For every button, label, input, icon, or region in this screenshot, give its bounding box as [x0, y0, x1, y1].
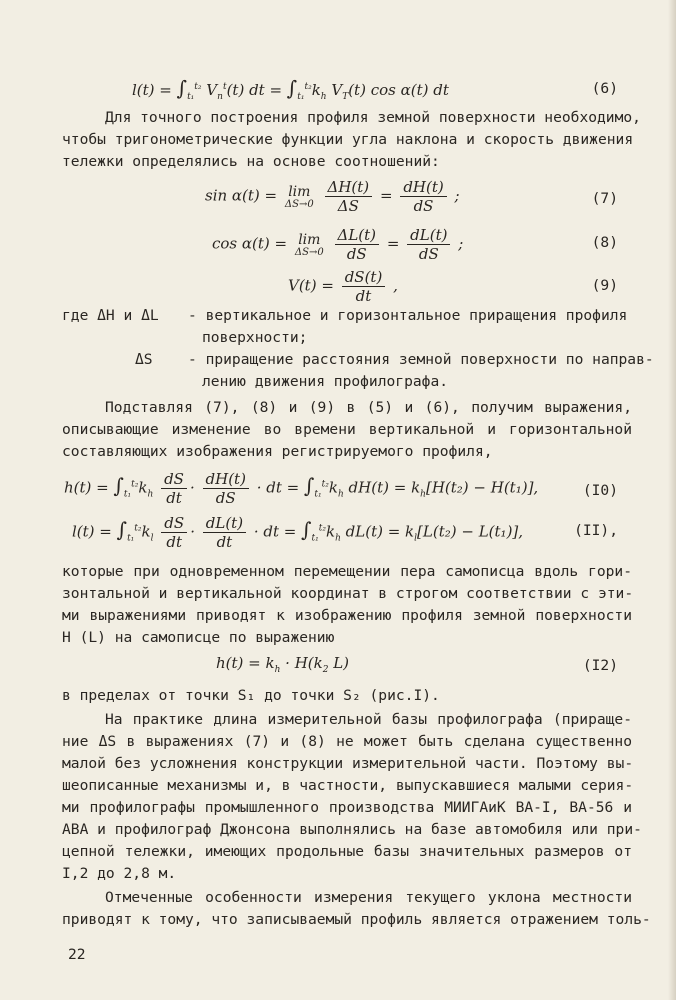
text-line: Для точного построения профиля земной поверхности необходимо, — [105, 109, 641, 126]
text-line: H (L) на самописце по выражению — [62, 629, 335, 646]
text-line: Подставляя (7), (8) и (9) в (5) и (6), получим выражения, — [105, 399, 632, 416]
equation-12-number: (I2) — [582, 657, 618, 674]
text-line: АВА и профилограф Джонсона выполнялись на базе автомобиля или при- — [62, 821, 642, 838]
equation-10-number: (I0) — [582, 482, 618, 499]
text-line: ми выражениями приводят к изображению профиля земной поверхности — [62, 607, 632, 624]
text-line: цепной тележки, имеющих продольные базы значительных размеров от — [62, 843, 632, 860]
equation-11-number: (II), — [574, 522, 618, 539]
text-line: ние ΔS в выражениях (7) и (8) не может быть сделана существенно — [62, 733, 632, 750]
page-edge-shadow — [668, 0, 676, 1000]
definition-symbol: где ΔH и ΔL — [62, 307, 159, 324]
equation-7: sin α(t) = lim ΔS→0 $\frac{\Delta H(t)}{\Delta S}$ = $\frac{dH(t)}{dS}$ ; — [205, 178, 460, 215]
equation-6: $l(t) = \int_{t_1}^{t_2}$ $V_n^t(t)$ dt = $\int_{t_1}^{t_2}k_h$ $V_T(t)$ cos α(t) dt — [132, 76, 449, 102]
definition-text: лению движения профилографа. — [202, 373, 449, 390]
equation-6-number: (6) — [591, 80, 618, 97]
text-line: составляющих изображения регистрируемого профиля, — [62, 443, 493, 460]
text-line: приводят к тому, что записываемый профиль является отражением толь- — [62, 911, 651, 928]
text-line: шеописанные механизмы и, в частности, выпускавшиеся малыми серия- — [62, 777, 634, 794]
equation-11: $l(t) = \int_{t_1}^{t_2}k_l$ $\frac{dS}{dt}$ · $\frac{dL(t)}{dt}$ · dt = $\int_{t_1}^{t_2}k_h$ $dL(t) = k_l[L(t_2) - L(t_1)]$, — [72, 514, 524, 551]
equation-12: $h(t) = k_h \cdot H(k_2$ L) — [216, 654, 350, 675]
text-line: малой без усложнения конструкции измерительной части. Поэтому вы- — [62, 755, 634, 772]
equation-8-number: (8) — [591, 234, 618, 251]
text-line: тележки определялись на основе соотношений: — [62, 153, 440, 170]
page-number: 22 — [68, 946, 86, 963]
definition-text: - приращение расстояния земной поверхности по направ- — [188, 351, 654, 368]
text-line: чтобы тригонометрические функции угла наклона и скорость движения — [62, 131, 634, 148]
text-line: Отмеченные особенности измерения текущего уклона местности — [105, 889, 632, 906]
equation-9: V(t) = $\frac{dS(t)}{dt}$ , — [288, 268, 398, 305]
text-line: ми профилографы промышленного производства МИИГАиК ВА-I, ВА-56 и — [62, 799, 632, 816]
text-line: зонтальной и вертикальной координат в строгом соответствии с эти- — [62, 585, 634, 602]
text-line: I,2 до 2,8 м. — [62, 865, 177, 882]
definition-text: - вертикальное и горизонтальное приращения профиля — [188, 307, 628, 324]
equation-7-number: (7) — [591, 190, 618, 207]
text-line: описывающие изменение во времени вертикальной и горизонтальной — [62, 421, 632, 438]
text-line: которые при одновременном перемещении пера самописца вдоль гори- — [62, 563, 632, 580]
equation-8: cos α(t) = lim ΔS→0 $\frac{\Delta L(t)}{dS}$ = $\frac{dL(t)}{dS}$ ; — [212, 226, 464, 263]
definition-text: поверхности; — [202, 329, 308, 346]
text-line: в пределах от точки S₁ до точки S₂ (рис.I). — [62, 687, 440, 704]
equation-10: $h(t) = \int_{t_1}^{t_2}k_h$ $\frac{dS}{dt}$ · $\frac{dH(t)}{dS}$ · dt = $\int_{t_1}^{t_2}k_h$ $dH(t) = k_h[H(t_2) - H(t_1)]$, — [64, 470, 539, 507]
equation-9-number: (9) — [591, 277, 618, 294]
text-line: На практике длина измерительной базы профилографа (прираще- — [105, 711, 632, 728]
definition-symbol: ΔS — [135, 351, 153, 368]
